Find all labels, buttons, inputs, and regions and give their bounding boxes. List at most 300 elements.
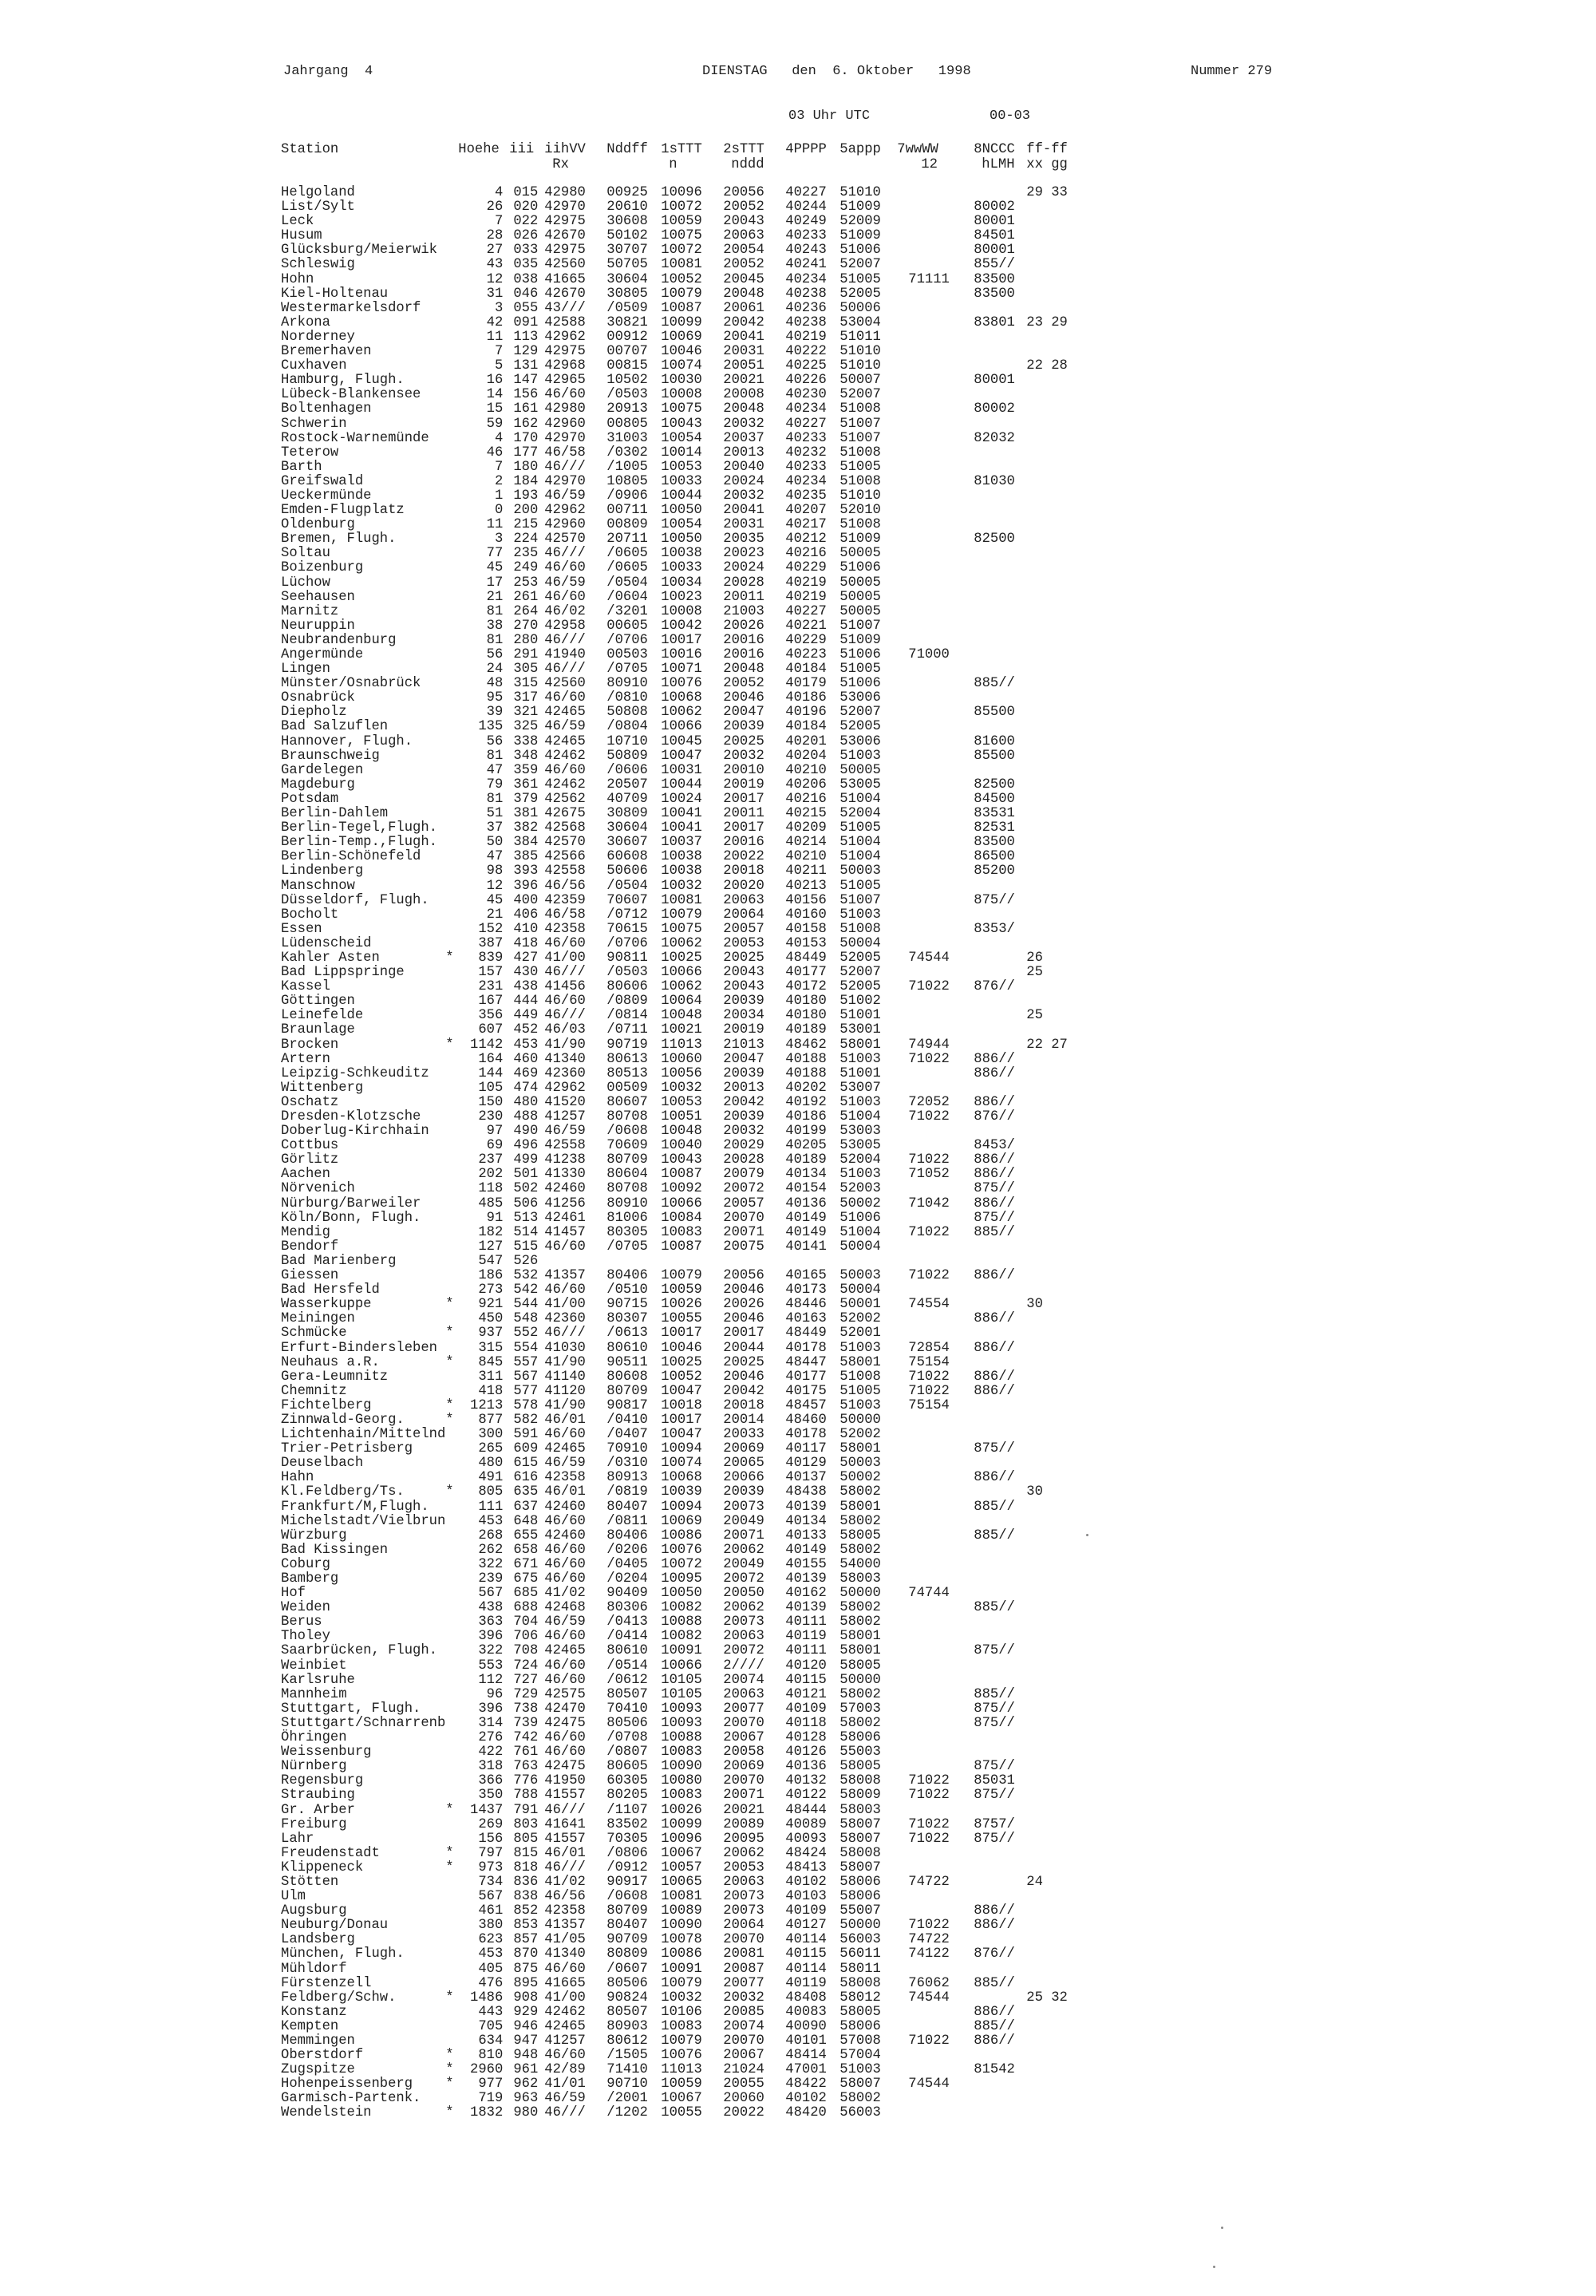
iihvv: 42475 xyxy=(544,1759,586,1775)
height: 422 xyxy=(478,1745,504,1761)
dew-2sttt: 20046 xyxy=(723,1369,764,1385)
station-name: Braunschweig xyxy=(281,748,380,764)
iihvv: 41/90 xyxy=(544,1397,586,1413)
weather-7wwww xyxy=(897,1428,974,1442)
table-row xyxy=(281,2106,1068,2120)
station-id: 739 xyxy=(513,1715,539,1731)
table-row xyxy=(281,1067,1068,1081)
dew-2sttt: 20014 xyxy=(723,1412,764,1428)
cloud-8nccc: 80002 xyxy=(974,401,1015,417)
iihvv: 41950 xyxy=(544,1773,586,1789)
table-row xyxy=(281,1139,1068,1153)
iihvv: 41340 xyxy=(544,1051,586,1067)
weather-7wwww xyxy=(897,229,974,243)
height: 438 xyxy=(478,1600,504,1616)
table-row xyxy=(281,2077,1068,2092)
station-name: Dresden-Klotzsche xyxy=(281,1109,421,1124)
weather-7wwww xyxy=(897,807,974,821)
pressure-4pppp: 40109 xyxy=(785,1903,827,1919)
wind-gust xyxy=(1026,345,1068,359)
col-1sttt: 1sTTT xyxy=(661,142,702,157)
station-id: 055 xyxy=(513,300,539,316)
station-name: Konstanz xyxy=(281,2004,347,2020)
tendency-5appp: 52002 xyxy=(839,1427,881,1443)
table-row xyxy=(281,1702,1068,1717)
mountain-flag xyxy=(445,215,458,229)
wind-gust xyxy=(1026,764,1068,778)
height: 567 xyxy=(478,1586,504,1602)
nddff: 80406 xyxy=(606,1527,648,1543)
temp-1sttt: 10048 xyxy=(661,1008,702,1024)
weather-7wwww xyxy=(897,1326,974,1341)
wind-gust xyxy=(1026,2092,1068,2106)
tendency-5appp: 58003 xyxy=(839,1571,881,1587)
temp-1sttt: 10090 xyxy=(661,1759,702,1775)
iihvv: 46/// xyxy=(544,546,586,562)
tendency-5appp: 51008 xyxy=(839,517,881,533)
station-name: Leinefelde xyxy=(281,1008,364,1024)
height: 4 xyxy=(494,430,504,446)
cloud-8nccc xyxy=(974,1356,1026,1370)
wind-gust xyxy=(1026,705,1068,720)
table-row xyxy=(281,1991,1068,2006)
weather-7wwww xyxy=(897,749,974,764)
dew-2sttt: 20025 xyxy=(723,733,764,749)
nddff: 10710 xyxy=(606,733,648,749)
cloud-8nccc: 8757/ xyxy=(974,1816,1015,1832)
temp-1sttt: 10008 xyxy=(661,603,702,619)
nddff: /0612 xyxy=(606,1672,648,1688)
table-row xyxy=(281,1644,1068,1658)
wind-gust xyxy=(1026,1788,1068,1803)
pressure-4pppp: 40160 xyxy=(785,907,827,923)
station-id: 616 xyxy=(513,1470,539,1486)
tendency-5appp: 52004 xyxy=(839,1152,881,1168)
tendency-5appp: 50000 xyxy=(839,1412,881,1428)
tendency-5appp: 50004 xyxy=(839,935,881,951)
station-name: Mannheim xyxy=(281,1686,347,1702)
iihvv: 41940 xyxy=(544,647,586,662)
table-row xyxy=(281,691,1068,705)
weather-7wwww xyxy=(897,1211,974,1226)
table-row xyxy=(281,720,1068,734)
pressure-4pppp: 40216 xyxy=(785,546,827,562)
pressure-4pppp: 48449 xyxy=(785,950,827,966)
nddff: 80604 xyxy=(606,1167,648,1183)
station-id: 184 xyxy=(513,473,539,489)
weather-7wwww xyxy=(897,2020,974,2034)
table-row xyxy=(281,1543,1068,1558)
cloud-8nccc: 80001 xyxy=(974,214,1015,230)
dew-2sttt: 21024 xyxy=(723,2062,764,2078)
iihvv: 42670 xyxy=(544,286,586,302)
tendency-5appp: 52003 xyxy=(839,1181,881,1197)
temp-1sttt: 10025 xyxy=(661,1354,702,1370)
wind-gust xyxy=(1026,864,1068,879)
station-name: Leipzig-Schkeuditz xyxy=(281,1065,429,1081)
dew-2sttt: 20073 xyxy=(723,1889,764,1905)
tendency-5appp: 51006 xyxy=(839,243,881,259)
iihvv: 42558 xyxy=(544,863,586,879)
table-row xyxy=(281,1168,1068,1182)
station-id: 200 xyxy=(513,503,539,519)
nddff: 50705 xyxy=(606,257,648,273)
mountain-flag: * xyxy=(445,1326,454,1342)
tendency-5appp: 58002 xyxy=(839,1614,881,1630)
station-id: 038 xyxy=(513,271,539,287)
wind-gust: 23 29 xyxy=(1026,314,1068,330)
nddff: 80608 xyxy=(606,1369,648,1385)
nddff: /0811 xyxy=(606,1513,648,1529)
nddff: 00925 xyxy=(606,185,648,200)
pressure-4pppp: 40156 xyxy=(785,892,827,908)
weather-7wwww xyxy=(897,821,974,836)
cloud-8nccc xyxy=(974,1847,1026,1861)
temp-1sttt: 10094 xyxy=(661,1441,702,1457)
pressure-4pppp: 40111 xyxy=(785,1643,827,1659)
dew-2sttt: 20010 xyxy=(723,762,764,778)
pressure-4pppp: 48444 xyxy=(785,1802,827,1818)
height: 48 xyxy=(486,676,504,692)
pressure-4pppp: 40158 xyxy=(785,921,827,937)
pressure-4pppp: 40207 xyxy=(785,503,827,519)
table-row xyxy=(281,215,1068,229)
temp-1sttt: 10032 xyxy=(661,878,702,894)
wind-gust xyxy=(1026,836,1068,850)
tendency-5appp: 58005 xyxy=(839,2004,881,2020)
station-id: 131 xyxy=(513,358,539,374)
station-id: 348 xyxy=(513,748,539,764)
tendency-5appp: 51009 xyxy=(839,632,881,648)
wind-gust xyxy=(1026,648,1068,662)
col-8nccc-sub: hLMH xyxy=(982,157,1015,172)
weather-7wwww: 71022 xyxy=(908,1224,950,1240)
sub-pppp xyxy=(785,157,839,186)
dew-2sttt: 20063 xyxy=(723,892,764,908)
temp-1sttt: 10047 xyxy=(661,748,702,764)
weather-7wwww xyxy=(897,1702,974,1717)
dew-2sttt: 20061 xyxy=(723,300,764,316)
cloud-8nccc xyxy=(974,1890,1026,1904)
station-id: 727 xyxy=(513,1672,539,1688)
cloud-8nccc xyxy=(974,966,1026,980)
station-name: Gr. Arber xyxy=(281,1802,355,1818)
table-row xyxy=(281,1529,1068,1543)
station-name: Leck xyxy=(281,214,314,230)
cloud-8nccc: 875// xyxy=(974,1701,1015,1717)
nddff: 80613 xyxy=(606,1051,648,1067)
height: 396 xyxy=(478,1629,504,1645)
tendency-5appp: 58001 xyxy=(839,1354,881,1370)
dew-2sttt: 20018 xyxy=(723,863,764,879)
pressure-4pppp: 48447 xyxy=(785,1354,827,1370)
tendency-5appp: 53006 xyxy=(839,690,881,706)
height: 144 xyxy=(478,1065,504,1081)
table-row xyxy=(281,1804,1068,1818)
table-row xyxy=(281,1558,1068,1572)
nddff: /0410 xyxy=(606,1412,648,1428)
dew-2sttt: 20077 xyxy=(723,1975,764,1991)
pressure-4pppp: 40119 xyxy=(785,1975,827,1991)
station-id: 554 xyxy=(513,1340,539,1356)
dew-2sttt: 20053 xyxy=(723,1859,764,1875)
height: 4 xyxy=(494,185,504,200)
temp-1sttt: 10043 xyxy=(661,416,702,432)
pressure-4pppp: 40118 xyxy=(785,1715,827,1731)
tendency-5appp: 50005 xyxy=(839,603,881,619)
table-row xyxy=(281,1124,1068,1139)
station-id: 385 xyxy=(513,849,539,865)
station-id: 836 xyxy=(513,1874,539,1890)
mountain-flag xyxy=(445,1875,458,1890)
temp-1sttt: 10090 xyxy=(661,1918,702,1934)
mountain-flag xyxy=(445,705,458,720)
wind-gust xyxy=(1026,937,1068,951)
temp-1sttt: 10033 xyxy=(661,473,702,489)
weather-7wwww xyxy=(897,316,974,330)
nddff: /0804 xyxy=(606,719,648,735)
wind-gust xyxy=(1026,1182,1068,1196)
station-name: Weinbiet xyxy=(281,1658,347,1674)
iihvv: 41456 xyxy=(544,979,586,995)
table-row xyxy=(281,1096,1068,1110)
cloud-8nccc xyxy=(974,1572,1026,1587)
wind-gust xyxy=(1026,677,1068,691)
station-name: Zugspitze xyxy=(281,2062,355,2078)
tendency-5appp: 58002 xyxy=(839,2091,881,2107)
tendency-5appp: 50003 xyxy=(839,863,881,879)
weather-7wwww xyxy=(897,359,974,373)
nddff: 70609 xyxy=(606,1138,648,1154)
cloud-8nccc: 875// xyxy=(974,1643,1015,1659)
weather-7wwww xyxy=(897,1543,974,1558)
station-name: Frankfurt/M,Flugh. xyxy=(281,1499,429,1515)
station-id: 671 xyxy=(513,1556,539,1572)
weather-7wwww xyxy=(897,1717,974,1731)
weather-7wwww xyxy=(897,576,974,591)
iihvv: 42566 xyxy=(544,849,586,865)
weather-7wwww: 71022 xyxy=(908,1773,950,1789)
height: 705 xyxy=(478,2018,504,2034)
weather-7wwww xyxy=(897,1529,974,1543)
iihvv: 46/// xyxy=(544,459,586,475)
table-row xyxy=(281,258,1068,272)
iihvv: 42358 xyxy=(544,921,586,937)
station-id: 129 xyxy=(513,344,539,360)
height: 839 xyxy=(478,950,504,966)
dew-2sttt: 20069 xyxy=(723,1441,764,1457)
station-name: Würzburg xyxy=(281,1527,347,1543)
tendency-5appp xyxy=(839,1255,897,1269)
tendency-5appp: 51007 xyxy=(839,416,881,432)
tendency-5appp: 51004 xyxy=(839,1224,881,1240)
mountain-flag xyxy=(445,504,458,518)
temp-1sttt: 10046 xyxy=(661,1340,702,1356)
cloud-8nccc xyxy=(974,388,1026,402)
dew-2sttt: 20064 xyxy=(723,1918,764,1934)
station-name: Norderney xyxy=(281,329,355,345)
pressure-4pppp: 40189 xyxy=(785,1152,827,1168)
tendency-5appp: 50005 xyxy=(839,762,881,778)
table-row xyxy=(281,1009,1068,1023)
tendency-5appp: 51008 xyxy=(839,473,881,489)
iihvv: 42460 xyxy=(544,1527,586,1543)
dew-2sttt: 20063 xyxy=(723,1874,764,1890)
table-row xyxy=(281,1326,1068,1341)
station-id: 381 xyxy=(513,806,539,822)
cloud-8nccc: 83801 xyxy=(974,314,1015,330)
nddff: /1202 xyxy=(606,2105,648,2121)
pressure-4pppp xyxy=(785,1255,839,1269)
pressure-4pppp: 40219 xyxy=(785,329,827,345)
period-label: 00-03 xyxy=(990,109,1031,124)
tendency-5appp: 51004 xyxy=(839,849,881,865)
station-name: Oldenburg xyxy=(281,517,355,533)
temp-1sttt: 10081 xyxy=(661,892,702,908)
table-row xyxy=(281,1630,1068,1644)
temp-1sttt: 10062 xyxy=(661,979,702,995)
iihvv: 43/// xyxy=(544,300,586,316)
station-id: 305 xyxy=(513,662,539,678)
mountain-flag xyxy=(445,1659,458,1674)
wind-gust xyxy=(1026,475,1068,489)
nddff: 80610 xyxy=(606,1643,648,1659)
station-name: Artern xyxy=(281,1051,330,1067)
weather-7wwww xyxy=(897,1962,974,1977)
mountain-flag xyxy=(445,1240,458,1255)
station-id: 742 xyxy=(513,1730,539,1746)
temp-1sttt: 10069 xyxy=(661,329,702,345)
cloud-8nccc xyxy=(974,1485,1026,1500)
tendency-5appp: 58005 xyxy=(839,1527,881,1543)
cloud-8nccc xyxy=(974,1558,1026,1572)
iihvv: 41520 xyxy=(544,1094,586,1110)
pressure-4pppp: 40233 xyxy=(785,228,827,244)
dew-2sttt: 20050 xyxy=(723,1586,764,1602)
table-row xyxy=(281,1717,1068,1731)
tendency-5appp: 51002 xyxy=(839,994,881,1010)
dew-2sttt: 2//// xyxy=(723,1658,764,1674)
height: 157 xyxy=(478,965,504,981)
temp-1sttt: 10096 xyxy=(661,185,702,200)
station-id: 224 xyxy=(513,532,539,547)
nddff: 80809 xyxy=(606,1946,648,1962)
temp-1sttt: 10069 xyxy=(661,1513,702,1529)
tendency-5appp: 52001 xyxy=(839,1326,881,1342)
dew-2sttt: 20039 xyxy=(723,719,764,735)
temp-1sttt: 10033 xyxy=(661,560,702,576)
cloud-8nccc xyxy=(974,504,1026,518)
cloud-8nccc xyxy=(974,1124,1026,1139)
iihvv: 42462 xyxy=(544,2004,586,2020)
wind-gust xyxy=(1026,720,1068,734)
table-row xyxy=(281,316,1068,330)
table-row xyxy=(281,864,1068,879)
nddff: /0809 xyxy=(606,994,648,1010)
tendency-5appp: 51006 xyxy=(839,560,881,576)
station-id: 929 xyxy=(513,2004,539,2020)
dew-2sttt: 20016 xyxy=(723,647,764,662)
temp-1sttt: 10088 xyxy=(661,1730,702,1746)
pressure-4pppp: 40114 xyxy=(785,1932,827,1948)
table-row xyxy=(281,475,1068,489)
wind-gust xyxy=(1026,1630,1068,1644)
table-header xyxy=(281,142,1068,186)
temp-1sttt: 10087 xyxy=(661,1167,702,1183)
col-8nccc: 8NCCC xyxy=(974,142,1015,157)
tendency-5appp: 51007 xyxy=(839,618,881,634)
mountain-flag xyxy=(445,2092,458,2106)
station-name: Neuruppin xyxy=(281,618,355,634)
iihvv: 42588 xyxy=(544,314,586,330)
cloud-8nccc xyxy=(974,908,1026,923)
dew-2sttt: 20046 xyxy=(723,1282,764,1298)
table-row xyxy=(281,302,1068,316)
mountain-flag xyxy=(445,475,458,489)
iihvv: 42570 xyxy=(544,532,586,547)
station-name: Barth xyxy=(281,459,322,475)
tendency-5appp: 52010 xyxy=(839,503,881,519)
weather-7wwww xyxy=(897,1240,974,1255)
height: 418 xyxy=(478,1383,504,1399)
wind-gust: 25 32 xyxy=(1026,1990,1068,2006)
nddff: /0706 xyxy=(606,935,648,951)
pressure-4pppp: 40186 xyxy=(785,1109,827,1124)
table-row xyxy=(281,1731,1068,1745)
weather-7wwww: 74554 xyxy=(908,1297,950,1313)
station-id: 548 xyxy=(513,1311,539,1327)
dew-2sttt: 20023 xyxy=(723,546,764,562)
pressure-4pppp: 40114 xyxy=(785,1961,827,1977)
wind-gust xyxy=(1026,691,1068,705)
dew-2sttt: 20057 xyxy=(723,921,764,937)
iihvv: 46/56 xyxy=(544,1889,586,1905)
weather-7wwww xyxy=(897,2106,974,2120)
weather-7wwww: 71022 xyxy=(908,1918,950,1934)
station-id: 655 xyxy=(513,1527,539,1543)
tendency-5appp: 52005 xyxy=(839,979,881,995)
weather-7wwww xyxy=(897,1760,974,1774)
wind-gust xyxy=(1026,460,1068,475)
weather-7wwww xyxy=(897,1485,974,1500)
iihvv: 42460 xyxy=(544,1499,586,1515)
cloud-8nccc xyxy=(974,648,1026,662)
nddff: 50102 xyxy=(606,228,648,244)
cloud-8nccc: 876// xyxy=(974,1946,1015,1962)
mountain-flag xyxy=(445,1832,458,1847)
iihvv: 42560 xyxy=(544,257,586,273)
height: 273 xyxy=(478,1282,504,1298)
weather-7wwww xyxy=(897,1312,974,1326)
dew-2sttt: 20045 xyxy=(723,271,764,287)
nddff: /0814 xyxy=(606,1008,648,1024)
iihvv: 46/60 xyxy=(544,1239,586,1255)
nddff: 90710 xyxy=(606,2077,648,2092)
height: 24 xyxy=(486,662,504,678)
pressure-4pppp: 40165 xyxy=(785,1268,827,1284)
cloud-8nccc xyxy=(974,619,1026,634)
mountain-flag xyxy=(445,1818,458,1832)
pressure-4pppp: 40243 xyxy=(785,243,827,259)
mountain-flag: * xyxy=(445,1484,454,1500)
table-row xyxy=(281,937,1068,951)
dew-2sttt: 20020 xyxy=(723,878,764,894)
dew-2sttt: 20070 xyxy=(723,1932,764,1948)
station-id: 427 xyxy=(513,950,539,966)
iihvv: 46/60 xyxy=(544,1745,586,1761)
weather-7wwww: 74722 xyxy=(908,1874,950,1890)
station-id: 321 xyxy=(513,705,539,721)
